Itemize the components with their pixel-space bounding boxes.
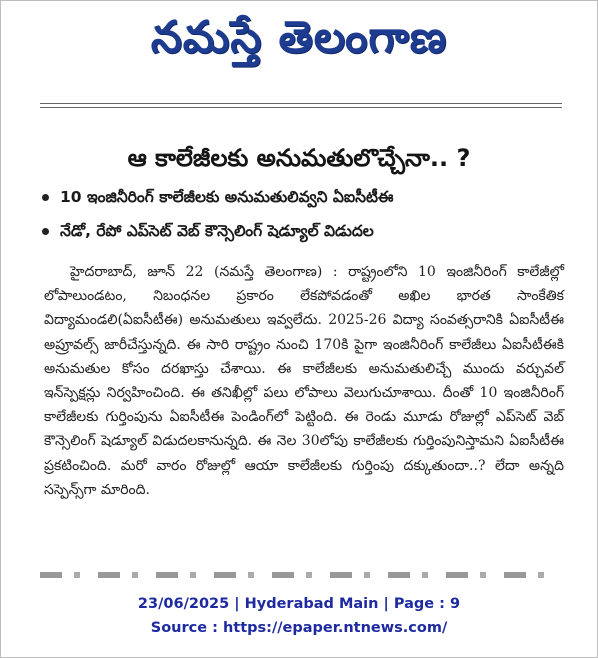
subheadline-text: నేడో, రేపో ఎప్‌సెట్ వెబ్ కౌన్సెలింగ్ షెడ్యూల్ విడుదల bbox=[60, 222, 374, 240]
source-link[interactable]: Source : https://epaper.ntnews.com/ bbox=[150, 620, 448, 636]
subheadline-item bbox=[36, 180, 562, 214]
bullet-icon bbox=[42, 228, 49, 235]
bullet-icon bbox=[42, 194, 49, 201]
subheadline-item bbox=[36, 214, 562, 248]
source-footer bbox=[0, 592, 598, 640]
article-paragraph: హైదరాబాద్, జూన్ 22 (నమస్తే తెలంగాణ) : రాష్ట్రంలోని 10 ఇంజినీరింగ్ కాలేజీల్లో లోపాలుండటం, నిబంధనల ప్రకారం లేకపోవడంతో అఖిల భారత సాంకేతిక విద్యామండలి(ఏఐసీటీఈ) అనుమతులు ఇవ్వలేదు. 2025-26 విద్యా సంవత్సరానికి ఏఐసీటీఈ అప్రూవల్స్ జారీచేస్తున్నది. ఈ సారి రాష్ట్రం నుంచి 170కి పైగా ఇంజినీరింగ్ కాలేజీలు ఏఐసీటీఈకి అనుమతుల కోసం దరఖాస్తు చేశాయి. ఈ కాలేజీలకు అనుమతులిచ్చే ముందు వర్చువల్ ఇన్‌స్పెక్షన్లు నిర్వహించింది. ఈ తనిఖీల్లో పలు లోపాలు వెలుగుచూశాయి. దీంతో 10 ఇంజినీరింగ్ కాలేజీలకు గుర్తింపును ఏఐసీటీఈ పెండింగ్‌లో పెట్టింది. ఈ రెండు మూడు రోజుల్లో ఎప్‌సెట్ వెబ్ కౌన్సెలింగ్ షెడ్యూల్ విడుదలకానున్నది. ఈ నెల 30లోపు కాలేజీలకు గుర్తింపునిస్తామని ఏఐసీటీఈ ప్రకటించింది. మరో వారం రోజుల్లో ఆయా కాలేజీలకు గుర్తింపు దక్కుతుందా..? లేదా అన్నది సస్పెన్స్‌గా మారింది. bbox=[44, 264, 564, 498]
article-subheadlines bbox=[36, 180, 562, 248]
newspaper-masthead: నమస్తే తెలంగాణ bbox=[150, 12, 448, 63]
article-headline: ఆ కాలేజీలకు అనుమతులొచ్చేనా.. ? bbox=[127, 144, 471, 172]
article-body bbox=[44, 260, 564, 502]
masthead-divider-secondary bbox=[40, 107, 562, 108]
clipped-next-line bbox=[40, 572, 558, 578]
masthead-divider bbox=[40, 103, 562, 104]
edition-info: 23/06/2025 | Hyderabad Main | Page : 9 bbox=[137, 596, 461, 612]
subheadline-text: 10 ఇంజినీరింగ్ కాలేజీలకు అనుమతులివ్వని ఏఐసీటీఈ bbox=[60, 188, 394, 206]
